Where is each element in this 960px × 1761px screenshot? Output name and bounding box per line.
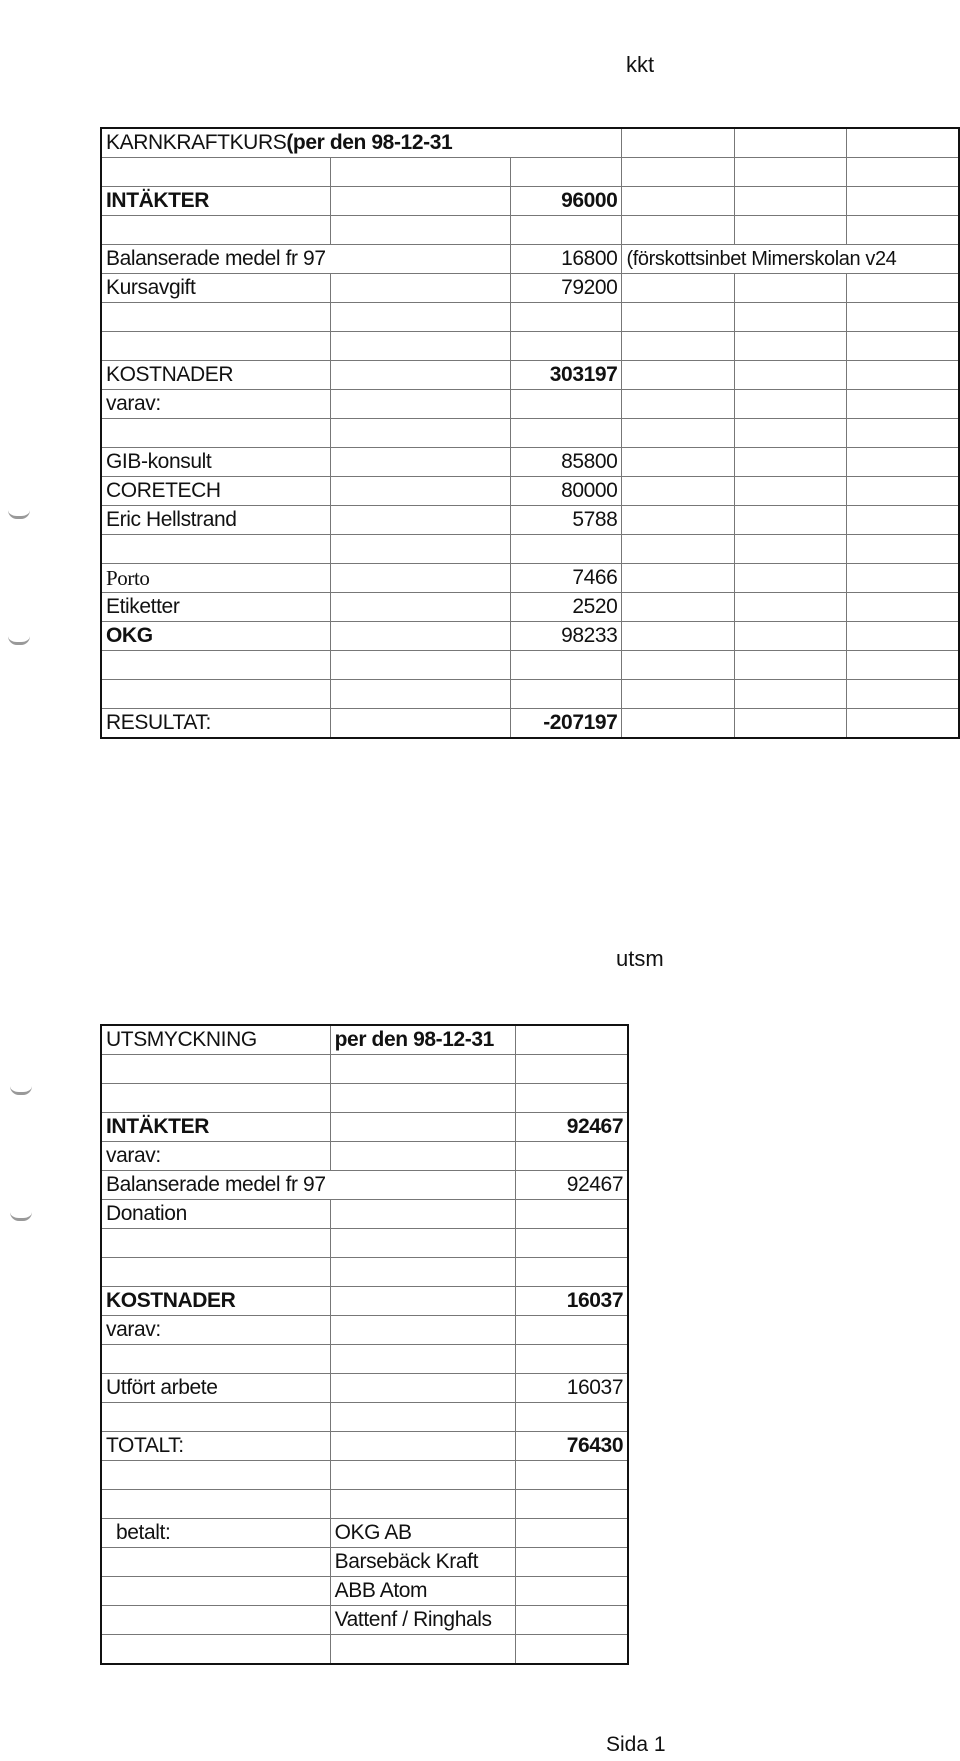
table-row: [101, 245, 959, 274]
table-row: [101, 506, 959, 535]
income-heading: INTÄKTER: [101, 1113, 330, 1142]
table-row: [101, 622, 959, 651]
table-row: [101, 1171, 628, 1200]
row-value: 85800: [510, 448, 622, 477]
payer: Vattenf / Ringhals: [330, 1606, 515, 1635]
period-label: per den 98-12-31: [330, 1025, 515, 1055]
cost-total: 16037: [515, 1287, 628, 1316]
row-label: Porto: [101, 564, 330, 593]
karnkraftkurs-table: [100, 127, 960, 739]
total-value: 76430: [515, 1432, 628, 1461]
utsmyckning-table: [100, 1024, 629, 1665]
paid-label: betalt:: [101, 1519, 330, 1548]
table-row: [101, 128, 959, 158]
income-total: 92467: [515, 1113, 628, 1142]
table-row: [101, 564, 959, 593]
table-row: [101, 448, 959, 477]
result-value: -207197: [510, 709, 622, 739]
row-label: Balanserade medel fr 97: [101, 245, 330, 274]
page-number: Sida 1: [606, 1733, 666, 1756]
payer: OKG AB: [330, 1519, 515, 1548]
income-total: 96000: [510, 187, 622, 216]
row-value: 7466: [510, 564, 622, 593]
table-title: UTSMYCKNING: [101, 1025, 330, 1055]
cost-total: 303197: [510, 361, 622, 390]
row-value: 5788: [510, 506, 622, 535]
row-value: 80000: [510, 477, 622, 506]
varav-label: varav:: [101, 1142, 330, 1171]
payer: ABB Atom: [330, 1577, 515, 1606]
table-row: [101, 1025, 628, 1055]
table-row: [101, 274, 959, 303]
cost-heading: KOSTNADER: [101, 1287, 330, 1316]
row-label: CORETECH: [101, 477, 330, 506]
table-row: [101, 709, 959, 739]
table-row: [101, 1374, 628, 1403]
scan-mark: [10, 1086, 32, 1095]
table-row: [101, 1577, 628, 1606]
cost-heading: KOSTNADER: [101, 361, 330, 390]
row-value: [515, 1200, 628, 1229]
row-note: (förskottsinbet Mimerskolan v24: [622, 245, 959, 274]
payer: Barsebäck Kraft: [330, 1548, 515, 1577]
table-row: [101, 535, 959, 564]
scan-mark: [8, 510, 30, 519]
table-row: [101, 477, 959, 506]
table-row: [101, 1519, 628, 1548]
row-label: Etiketter: [101, 593, 330, 622]
sheet-code-kkt: kkt: [626, 52, 655, 77]
row-label: Balanserade medel fr 97: [101, 1171, 330, 1200]
row-value: 16800: [510, 245, 622, 274]
row-label: OKG: [101, 622, 330, 651]
table-title: KARNKRAFTKURS(per den 98-12-31: [101, 128, 510, 158]
table-row: [101, 1432, 628, 1461]
row-value: 79200: [510, 274, 622, 303]
row-label: GIB-konsult: [101, 448, 330, 477]
row-label: Kursavgift: [101, 274, 330, 303]
scan-mark: [8, 636, 30, 645]
sheet-code-utsm: utsm: [616, 946, 664, 971]
total-label: TOTALT:: [101, 1432, 330, 1461]
row-value: 98233: [510, 622, 622, 651]
table-row: [101, 1200, 628, 1229]
varav-label: varav:: [101, 1316, 330, 1345]
varav-label: varav:: [101, 390, 330, 419]
work-label: Utfört arbete: [101, 1374, 330, 1403]
work-value: 16037: [515, 1374, 628, 1403]
scan-mark: [10, 1212, 32, 1221]
table-row: [101, 1606, 628, 1635]
income-heading: INTÄKTER: [101, 187, 330, 216]
result-label: RESULTAT:: [101, 709, 330, 739]
row-label: Eric Hellstrand: [101, 506, 330, 535]
row-value: 92467: [515, 1171, 628, 1200]
table-row: [101, 1548, 628, 1577]
table-row: [101, 593, 959, 622]
row-value: 2520: [510, 593, 622, 622]
row-label: Donation: [101, 1200, 330, 1229]
